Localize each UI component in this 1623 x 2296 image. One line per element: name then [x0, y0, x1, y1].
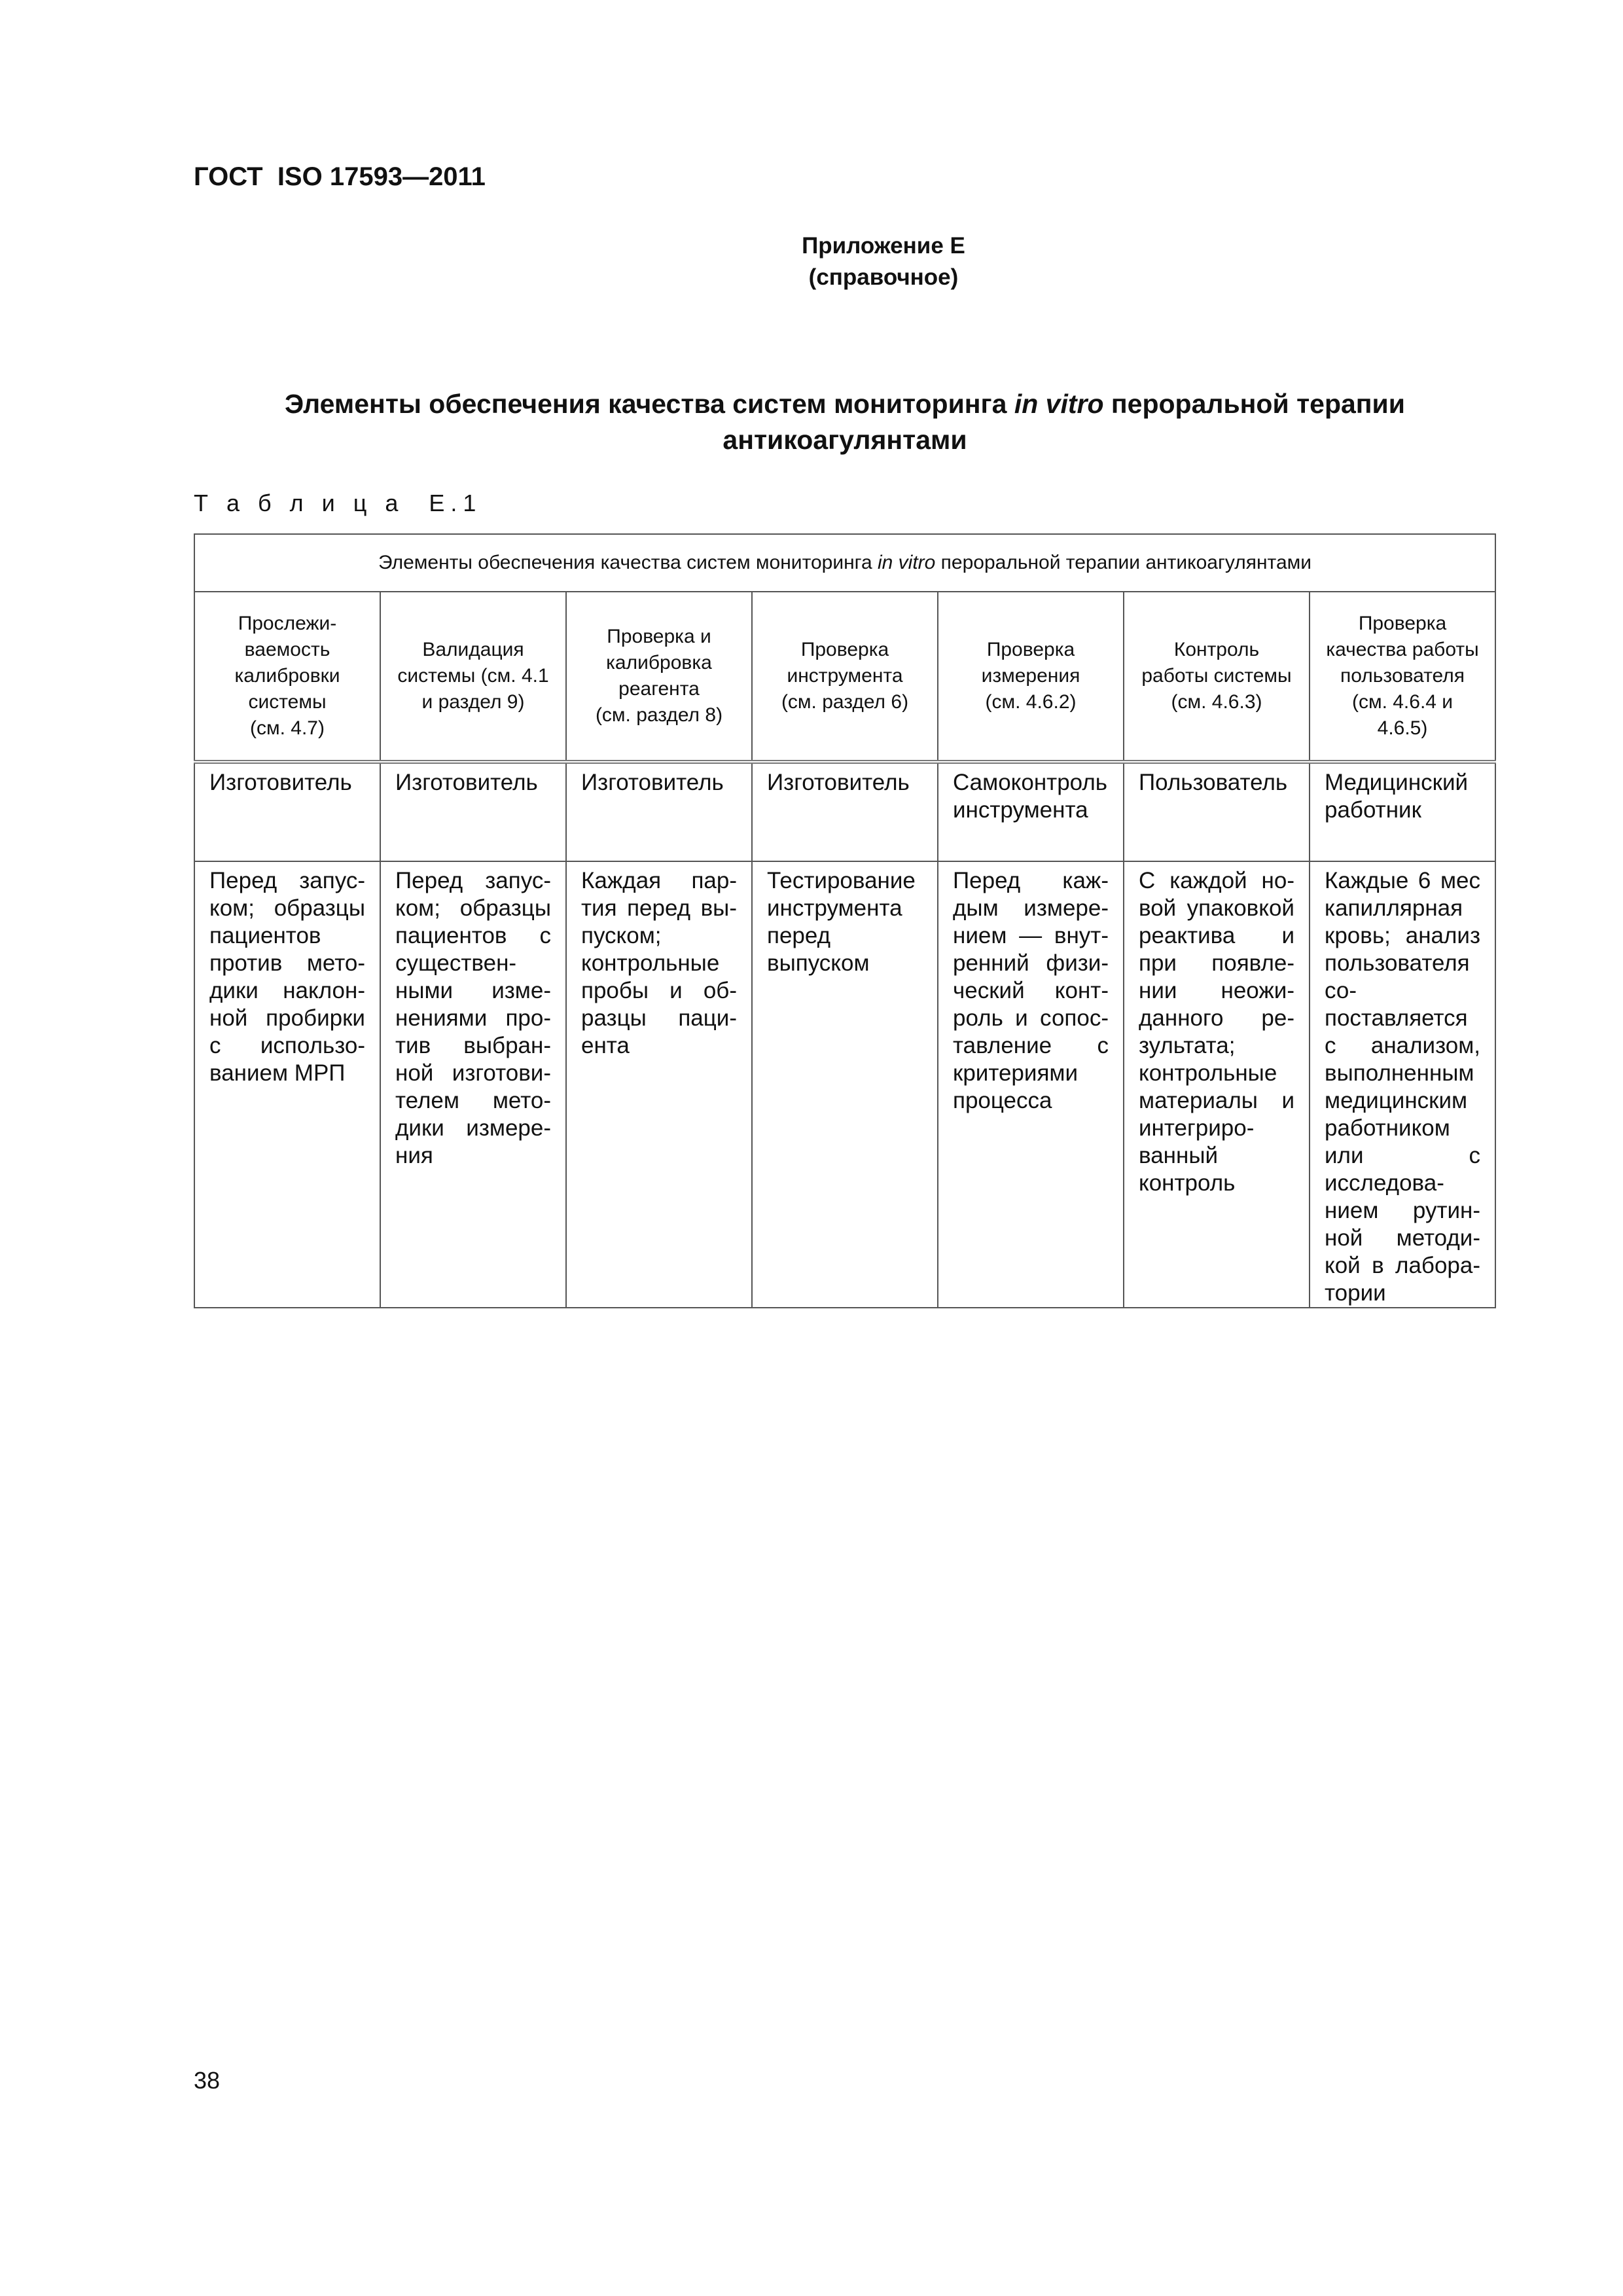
- column-header: Контроль работы системы (см. 4.6.3): [1124, 592, 1310, 762]
- caption-part1: Элементы обеспечения качества систем мониторинга: [378, 552, 878, 573]
- responsible-cell: Изготовитель: [566, 762, 752, 861]
- column-header: Проверка инструмента (см. раздел 6): [752, 592, 938, 762]
- description-cell: Перед запуском; образцы пациентов с существенными изменениями против выбранной изготовителем методики измерения: [380, 861, 566, 1308]
- quality-elements-table: [194, 533, 1496, 1308]
- column-header: Прослежи- ваемость калибровки системы (см. 4.7): [194, 592, 380, 762]
- responsible-cell: Изготовитель: [752, 762, 938, 861]
- document-header: ГОСТ ISO 17593—2011: [194, 162, 486, 191]
- main-title-part2: пероральной терапии антикоагулянтами: [722, 389, 1405, 455]
- main-title-italic: in vitro: [1014, 389, 1104, 419]
- description-cell: Каждые 6 мес капиллярная кровь; анализ пользователя сопоставляется с анализом, выполненным медицинским работником или с исследованием рутинной методикой в лаборатории: [1310, 861, 1495, 1308]
- annex-main-title: [194, 386, 1496, 458]
- column-header: Проверка качества работы пользователя (см. 4.6.4 и 4.6.5): [1310, 592, 1495, 762]
- table-caption-row: [194, 534, 1495, 592]
- column-header: Проверка и калибровка реагента (см. раздел 8): [566, 592, 752, 762]
- description-cell: Каждая партия перед выпуском; контрольные пробы и образцы пациента: [566, 861, 752, 1308]
- annex-title: Приложение Е: [802, 233, 965, 259]
- responsible-cell: Медицинский работник: [1310, 762, 1495, 861]
- column-header: Валидация системы (см. 4.1 и раздел 9): [380, 592, 566, 762]
- responsible-cell: Пользователь: [1124, 762, 1310, 861]
- annex-heading: [720, 230, 1047, 293]
- annex-status: (справочное): [808, 264, 959, 290]
- table-caption: [194, 534, 1495, 592]
- table-header-row: [194, 592, 1495, 762]
- description-cell: С каждой новой упаковкой реактива и при появлении неожиданного результата; контрольные материалы и интегрированный контроль: [1124, 861, 1310, 1308]
- description-cell: Перед каждым измерением — внутренний физический контроль и сопоставление с критериями процесса: [938, 861, 1124, 1308]
- table-row-description: [194, 861, 1495, 1308]
- responsible-cell: Самоконтроль инструмента: [938, 762, 1124, 861]
- table-row-responsible: [194, 762, 1495, 861]
- table-label: Т а б л и ц а Е.1: [194, 490, 482, 516]
- responsible-cell: Изготовитель: [194, 762, 380, 861]
- description-cell: Тестирование инструмента перед выпуском: [752, 861, 938, 1308]
- responsible-cell: Изготовитель: [380, 762, 566, 861]
- page-number: 38: [194, 2067, 221, 2094]
- column-header: Проверка измерения (см. 4.6.2): [938, 592, 1124, 762]
- caption-italic: in vitro: [877, 552, 936, 573]
- caption-part2: пероральной терапии антикоагулянтами: [935, 552, 1312, 573]
- description-cell: Перед запуском; образцы пациентов против методики наклонной пробирки с использованием МРП: [194, 861, 380, 1308]
- main-title-part1: Элементы обеспечения качества систем мониторинга: [285, 389, 1014, 419]
